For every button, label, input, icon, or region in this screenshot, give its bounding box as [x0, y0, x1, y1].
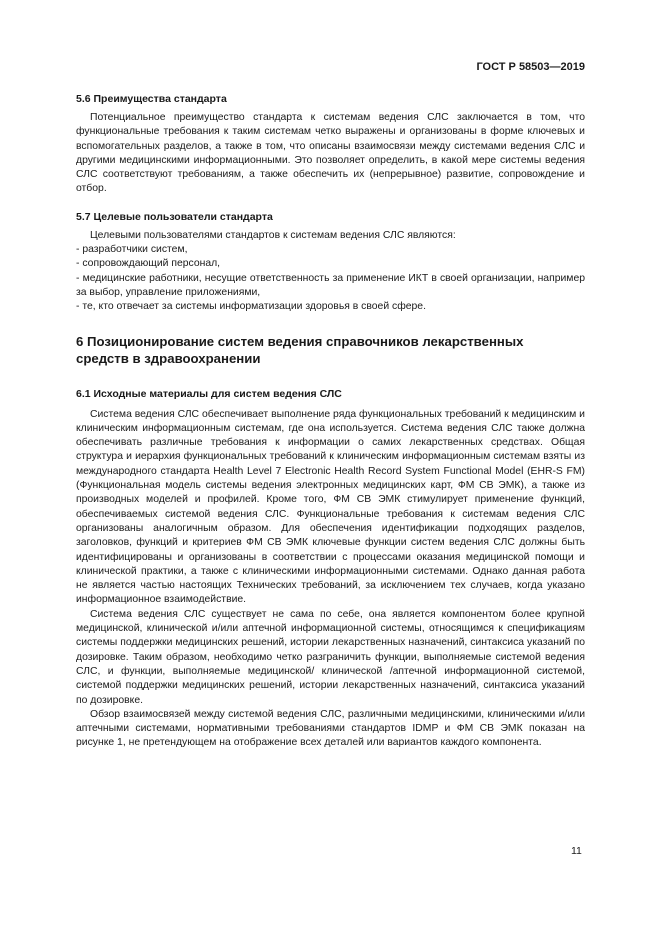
section-5-7-intro: Целевыми пользователями стандартов к системам ведения СЛС являются: [90, 229, 456, 241]
page-number: 11 [571, 845, 582, 857]
list-item: - сопровождающий персонал, [76, 258, 221, 270]
section-5-7-title: 5.7 Целевые пользователи стандарта [76, 210, 273, 223]
list-item: - медицинские работники, несущие ответственность за применение ИКТ в своей организации, например за выбор, управление приложениями, [76, 272, 585, 298]
section-6-1-paragraph-3: Обзор взаимосвязей между системой ведения СЛС, различными медицинскими, клиническими и/или аптечными системами, нормативными требованиями стандартов IDMP и ФМ СВ ЭМК показан на рисунке 1, не претендующем на отображение всех деталей или вариантов каждого компонента. [76, 708, 585, 749]
target-users-list [76, 243, 585, 314]
section-5-6-paragraph: Потенциальное преимущество стандарта к системам ведения СЛС заключается в том, что функциональные требования к таким системам четко выражены и организованы в форме ключевых и вспомогательных разделов, а также в том, что описаны взаимосвязи между системами ведения СЛС и другими медицинскими информационными. Это позволяет определить, в какой мере системы ведения СЛС соответствуют требованиям, а также обеспечить их (непрерывное) развитие, сопровождение и отбор. [76, 112, 585, 195]
section-6-title: 6 Позиционирование систем ведения справочников лекарственных средств в здравоохранении [76, 333, 524, 366]
section-5-6-title: 5.6 Преимущества стандарта [76, 93, 227, 105]
section-6-1-paragraph-1: Система ведения СЛС обеспечивает выполнение ряда функциональных требований к медицинским и клиническим информационным системам, где она используется. Система ведения СЛС также должна обеспечивать различные требования к информации о самих лекарственных средствах. Общая структура и иерархия функциональных требований к клиническим информационным системам взяты из международного стандарта Health Level 7 Electronic Health Record System Functional Model (EHR-S FM) (Функциональная модель системы ведения электронных медицинских карт, ФМ СВ ЭМК), а также из производных моделей и профилей. Кроме того, ФМ СВ ЭМК стимулирует применение функций, обеспечиваемых системой ведения СЛС. Функциональные требования к системам ведения СЛС организованы аналогичным образом. Для обеспечения идентификации подходящих разделов, заголовков, функций и критериев ФМ СВ ЭМК ключевые функции систем ведения СЛС должны быть идентифицированы и организованы в соответствии с процессами оказания медицинской помощи и клинической практики, а также с клиническими информационными системами. Однако данная работа не является частью настоящих Технических требований, за исключением тех случаев, когда указано информационное взаимодействие. [76, 408, 585, 606]
list-item: - разработчики систем, [76, 244, 188, 256]
page-content [76, 92, 585, 751]
standard-code-header: ГОСТ Р 58503—2019 [476, 61, 585, 73]
section-6-1-paragraph-2: Система ведения СЛС существует не сама по себе, она является компонентом более крупной медицинской, клинической и/или аптечной информационной системы, относящимся к спецификациям системы поддержки медицинских решений, истории лекарственных назначений, синтаксиса указаний по дозировке. Таким образом, необходимо четко разграничить функции, выполняемые системой ведения СЛС, и функции, выполняемые медицинской/ клинической /аптечной информационной системой, системой поддержки медицинских решений, истории лекарственных назначений, синтаксиса указаний по дозировке. [76, 608, 585, 706]
section-6-1-title: 6.1 Исходные материалы для систем ведения СЛС [76, 387, 342, 400]
list-item: - те, кто отвечает за системы информатизации здоровья в своей сфере. [76, 301, 426, 313]
